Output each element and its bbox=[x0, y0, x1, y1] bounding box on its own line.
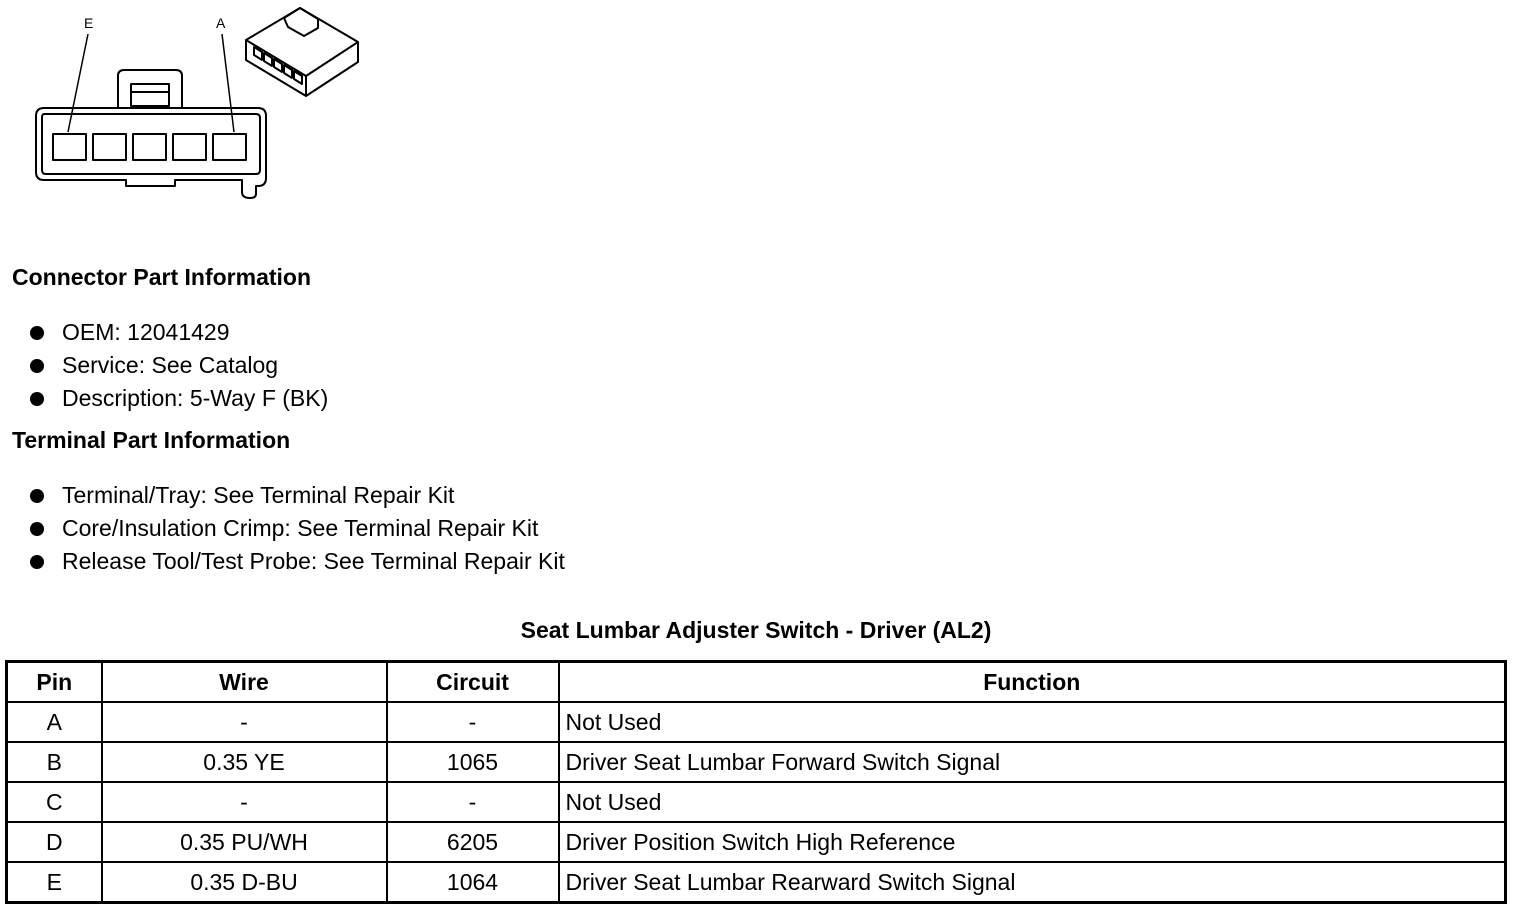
wire-cell: 0.35 PU/WH bbox=[102, 822, 387, 862]
pin-cell: B bbox=[7, 742, 102, 782]
pin-cell: E bbox=[7, 862, 102, 903]
circuit-cell: - bbox=[387, 782, 559, 822]
terminal-crimp: Core/Insulation Crimp: See Terminal Repair Kit bbox=[62, 515, 539, 541]
pin-cavity-a bbox=[213, 134, 246, 160]
column-header-pin: Pin bbox=[7, 662, 102, 703]
bullet-icon bbox=[30, 359, 44, 373]
wire-cell: - bbox=[102, 782, 387, 822]
circuit-cell: 6205 bbox=[387, 822, 559, 862]
terminal-info-heading: Terminal Part Information bbox=[12, 427, 291, 453]
table-row bbox=[7, 782, 1506, 822]
list-item bbox=[30, 479, 565, 512]
leader-line-a bbox=[222, 34, 234, 132]
list-item bbox=[30, 512, 565, 545]
connector-latch-window bbox=[131, 84, 169, 106]
connector-oem: OEM: 12041429 bbox=[62, 319, 230, 345]
function-cell: Not Used bbox=[559, 702, 1506, 742]
bullet-icon bbox=[30, 392, 44, 406]
list-item bbox=[30, 349, 328, 382]
pin-cell: D bbox=[7, 822, 102, 862]
column-header-circuit: Circuit bbox=[387, 662, 559, 703]
pin-cell: C bbox=[7, 782, 102, 822]
table-title: Seat Lumbar Adjuster Switch - Driver (AL2) bbox=[520, 617, 992, 643]
circuit-cell: - bbox=[387, 702, 559, 742]
list-item bbox=[30, 382, 328, 415]
function-cell: Driver Seat Lumbar Rearward Switch Signal bbox=[559, 862, 1506, 903]
table-row bbox=[7, 702, 1506, 742]
list-item bbox=[30, 316, 328, 349]
terminal-tray: Terminal/Tray: See Terminal Repair Kit bbox=[62, 482, 455, 508]
function-cell: Driver Position Switch High Reference bbox=[559, 822, 1506, 862]
wire-cell: 0.35 YE bbox=[102, 742, 387, 782]
connector-service: Service: See Catalog bbox=[62, 352, 279, 378]
connector-diagram bbox=[0, 0, 380, 210]
table-row bbox=[7, 742, 1506, 782]
wire-cell: 0.35 D-BU bbox=[102, 862, 387, 903]
column-header-wire: Wire bbox=[102, 662, 387, 703]
terminal-release-tool: Release Tool/Test Probe: See Terminal Repair Kit bbox=[62, 548, 565, 574]
bullet-icon bbox=[30, 489, 44, 503]
list-item bbox=[30, 545, 565, 578]
function-cell: Not Used bbox=[559, 782, 1506, 822]
pin-table bbox=[5, 660, 1507, 904]
wire-cell: - bbox=[102, 702, 387, 742]
leader-line-e bbox=[68, 34, 88, 132]
circuit-cell: 1064 bbox=[387, 862, 559, 903]
bullet-icon bbox=[30, 555, 44, 569]
pin-label-e: E bbox=[84, 15, 94, 31]
connector-iso-view bbox=[246, 8, 358, 96]
bullet-icon bbox=[30, 326, 44, 340]
connector-info-list bbox=[30, 316, 328, 415]
connector-info-heading: Connector Part Information bbox=[12, 264, 312, 290]
pin-cavity-b bbox=[173, 134, 206, 160]
table-header-row bbox=[7, 662, 1506, 703]
pin-cavity-d bbox=[93, 134, 126, 160]
column-header-function: Function bbox=[559, 662, 1506, 703]
table-row bbox=[7, 862, 1506, 903]
function-cell: Driver Seat Lumbar Forward Switch Signal bbox=[559, 742, 1506, 782]
connector-description: Description: 5-Way F (BK) bbox=[62, 385, 329, 411]
bullet-icon bbox=[30, 522, 44, 536]
pin-cell: A bbox=[7, 702, 102, 742]
circuit-cell: 1065 bbox=[387, 742, 559, 782]
terminal-info-list bbox=[30, 479, 565, 578]
pin-cavity-c bbox=[133, 134, 166, 160]
table-row bbox=[7, 822, 1506, 862]
connector-latch bbox=[118, 70, 182, 108]
pin-cavity-e bbox=[53, 134, 86, 160]
pin-label-a: A bbox=[216, 15, 226, 31]
